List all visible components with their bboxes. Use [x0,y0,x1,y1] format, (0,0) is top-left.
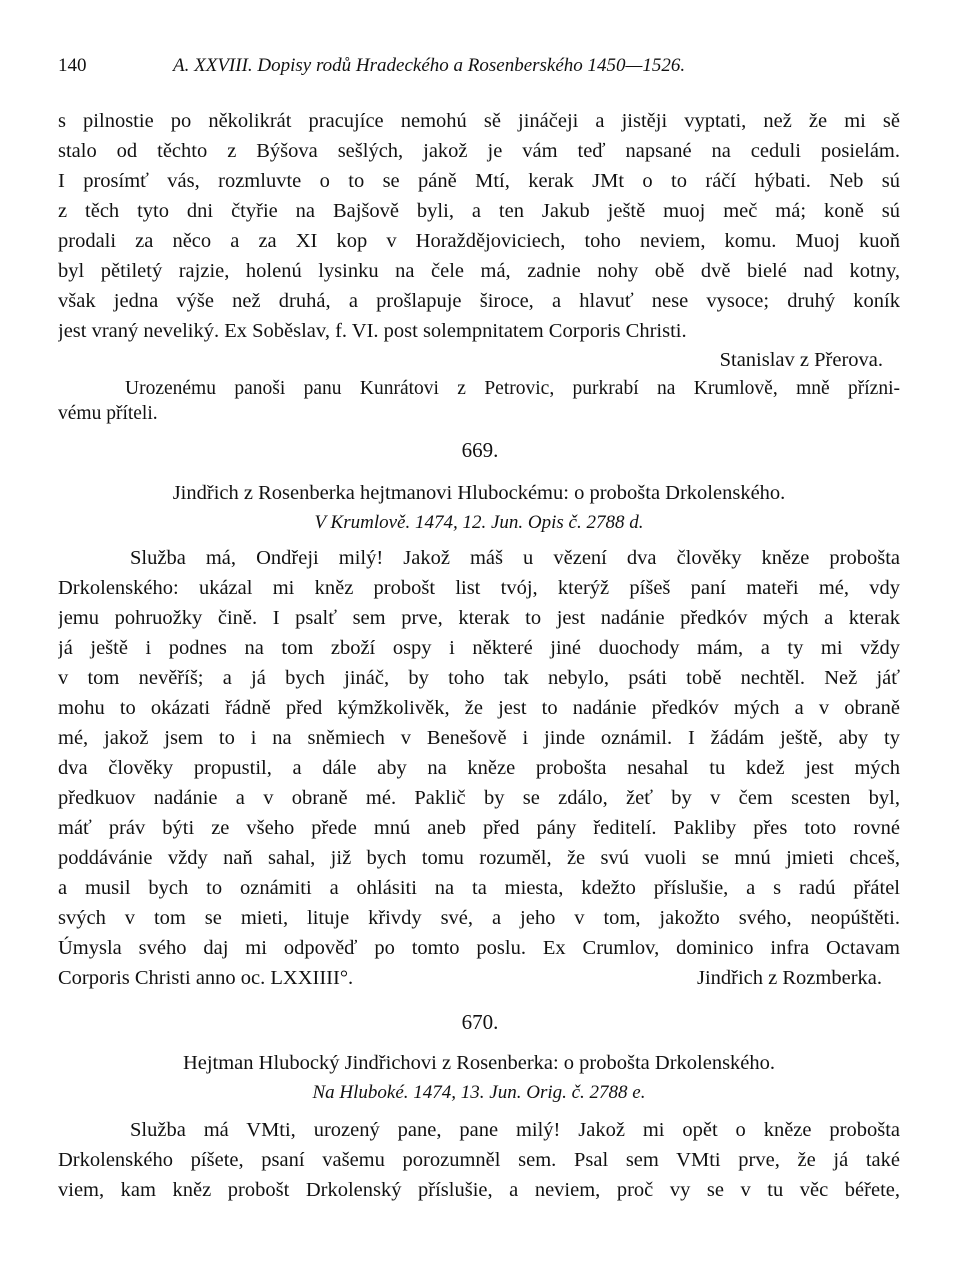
text-line: Drkolenského: ukázal mi kněz probošt list tvój, kterýž píšeš paní mateři mé, vdy [58,577,900,599]
signature: Stanislav z Přerova. [719,349,883,371]
text-line: svých v tom se mieti, lituje křivdy své, a jeho v tom, jakožto svého, neopúštěti. [58,907,900,929]
page-header [58,55,900,85]
text-line: stalo od těchto z Býšova sešlých, jakož je vám teď napsané na ceduli posielám. [58,140,900,162]
document-summary-669: Jindřich z Rosenberka hejtmanovi Hlubockému: o probošta Drkolenského. [172,482,786,504]
closing-line [58,963,900,993]
text-line: jest vraný neveliký. Ex Soběslav, f. VI. post solempnitatem Corporis Christi. [58,320,687,342]
text-line: poddávánie vždy naň sahal, již bych tomu rozuměl, že svú vuoli se mnú jmieti chceš, [58,847,900,869]
text-line: mohu to okázati řádně před kýmžkolivěk, že jest to nadánie předkóv mých a v obraně [58,697,900,719]
text-line: Služba má VMti, urozený pane, pane milý! Jakož mi opět o kněze probošta [130,1119,900,1141]
document-source-669: V Krumlově. 1474, 12. Jun. Opis č. 2788 d. [314,512,644,533]
text-line: mé, jakož jsem to i na sněmiech v Benešově i jinde oznámil. I žádám ještě, aby ty [58,727,900,749]
signature: Jindřich z Rozmberka. [696,967,882,989]
closing-date: Corporis Christi anno oc. LXXIIII°. [58,967,354,989]
text-line: jemu pohruožky čině. I psalť sem prve, kterak to jest nadánie předkóv mých a kterak [58,607,900,629]
address-line: Urozenému panoši panu Kunrátovi z Petrovic, purkrabí na Krumlově, mně přízni- [125,378,900,399]
text-line: v tom nevěříš; a já bych jináč, by toho tak nebylo, psáti tobě nechtěl. Než jáť [58,667,900,689]
document-source-670: Na Hluboké. 1474, 13. Jun. Orig. č. 2788 e. [312,1082,646,1103]
text-line: byl pětiletý rajzie, holenú lysinku na čele má, zadnie nohy obě dvě bielé nad kotny, [58,260,900,282]
document-number-669: 669. [461,438,499,462]
document-summary-670: Hejtman Hlubocký Jindřichovi z Rosenberka: o probošta Drkolenského. [182,1052,776,1074]
text-line: prodali za něco a za XI kop v Horaždějoviciech, toho neviem, komu. Muoj kuoň [58,230,900,252]
text-line: I prosímť vás, rozmluvte o to se páně Mtí, kerak JMt o to ráčí hýbati. Neb sú [58,170,900,192]
document-number-670: 670. [461,1010,499,1034]
text-line: předkuov nadánie a v obraně mé. Paklič by se zdálo, žeť by v čem scesten byl, [58,787,900,809]
running-title: A. XXVIII. Dopisy rodů Hradeckého a Rosenberského 1450—1526. [173,55,686,76]
text-line: a musil bych to oznámiti a ohlásiti na ta miesta, kdežto příslušie, a s radú přátel [58,877,900,899]
text-line: s pilnostie po několikrát pracujíce nemohú sě jináčeji a jistěji vyptati, než že mi sě [58,110,900,132]
text-line: viem, kam kněz probošt Drkolenský příslušie, a neviem, proč vy se v tu věc béřete, [58,1179,900,1201]
text-line: já ještě i podnes na tom zboží ospy i některé jiné duochody mám, a ty mi vždy [58,637,900,659]
text-line: máť práv býti ze všeho přede mnú aneb před pány ředitelí. Pakliby přes toto rovné [58,817,900,839]
text-line: dva člověky propustil, a dále aby na kněze probošta nesahal tu kdež jest mých [58,757,900,779]
text-line: Drkolenského píšete, psaní vašemu porozumněl sem. Psal sem VMti prve, že já také [58,1149,900,1171]
address-line: vému příteli. [58,403,158,424]
text-line: však jedna výše než druhá, a prošlapuje široce, a hlavuť nese vysoce; druhý koník [58,290,900,312]
text-line: Úmysla svého daj mi odpověď po tomto poslu. Ex Crumlov, dominico infra Octavam [58,937,900,959]
page-number: 140 [58,55,87,76]
text-line: z těch tyto dni čtyřie na Bajšově byli, a ten Jakub ještě muoj meč má; koně sú [58,200,900,222]
text-line: Služba má, Ondřeji milý! Jakož máš u vězení dva člověky kněze probošta [130,547,900,569]
